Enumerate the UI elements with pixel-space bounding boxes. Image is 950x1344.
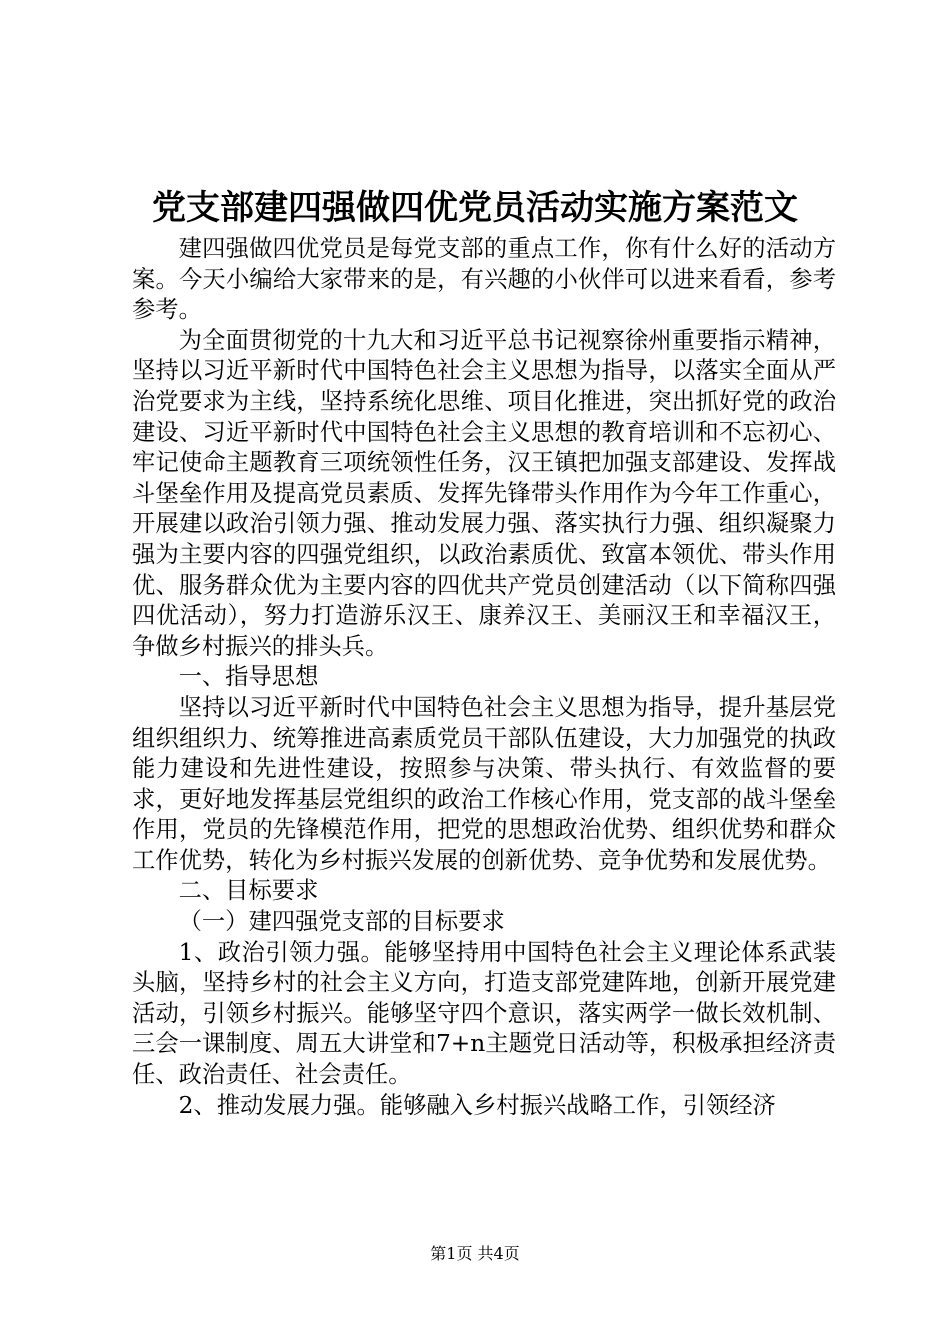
paragraph-item-2: 2、推动发展力强。能够融入乡村振兴战略工作，引领经济	[178, 1091, 776, 1119]
document-body	[132, 234, 836, 1121]
paragraph-guiding-thought: 坚持以习近平新时代中国特色社会主义思想为指导，提升基层党组织组织力、统筹推进高素质党员干部队伍建设，大力加强党的执政能力建设和先进性建设，按照参与决策、带头执行、有效监督的要求，更好地发挥基层党组织的政治工作核心作用，党支部的战斗堡垒作用，党员的先锋模范作用，把党的思想政治优势、组织优势和群众工作优势，转化为乡村振兴发展的创新优势、竞争优势和发展优势。	[132, 693, 836, 874]
heading-objectives: 二、目标要求	[178, 877, 319, 905]
subheading-four-strong: （一）建四强党支部的目标要求	[178, 908, 505, 936]
paragraph-item-1: 1、政治引领力强。能够坚持用中国特色社会主义理论体系武装头脑，坚持乡村的社会主义方向，打造支部党建阵地，创新开展党建活动，引领乡村振兴。能够坚守四个意识，落实两学一做长效机制、三会一课制度、周五大讲堂和7+n主题党日活动等，积极承担经济责任、政治责任、社会责任。	[132, 938, 836, 1089]
page-number-footer: 第1页 共4页	[430, 1244, 520, 1263]
paragraph-intro: 建四强做四优党员是每党支部的重点工作，你有什么好的活动方案。今天小编给大家带来的是，有兴趣的小伙伴可以进来看看，参考参考。	[132, 235, 836, 324]
heading-guiding-thought: 一、指导思想	[178, 663, 319, 691]
paragraph-background: 为全面贯彻党的十九大和习近平总书记视察徐州重要指示精神，坚持以习近平新时代中国特色社会主义思想为指导，以落实全面从严治党要求为主线，坚持系统化思维、项目化推进，突出抓好党的政治建设、习近平新时代中国特色社会主义思想的教育培训和不忘初心、牢记使命主题教育三项统领性任务，汉王镇把加强支部建设、发挥战斗堡垒作用及提高党员素质、发挥先锋带头作用作为今年工作重心，开展建以政治引领力强、推动发展力强、落实执行力强、组织凝聚力强为主要内容的四强党组织，以政治素质优、致富本领优、带头作用优、服务群众优为主要内容的四优共产党员创建活动（以下简称四强四优活动），努力打造游乐汉王、康养汉王、美丽汉王和幸福汉王，争做乡村振兴的排头兵。	[132, 326, 836, 660]
document-title: 党支部建四强做四优党员活动实施方案范文	[152, 188, 798, 228]
